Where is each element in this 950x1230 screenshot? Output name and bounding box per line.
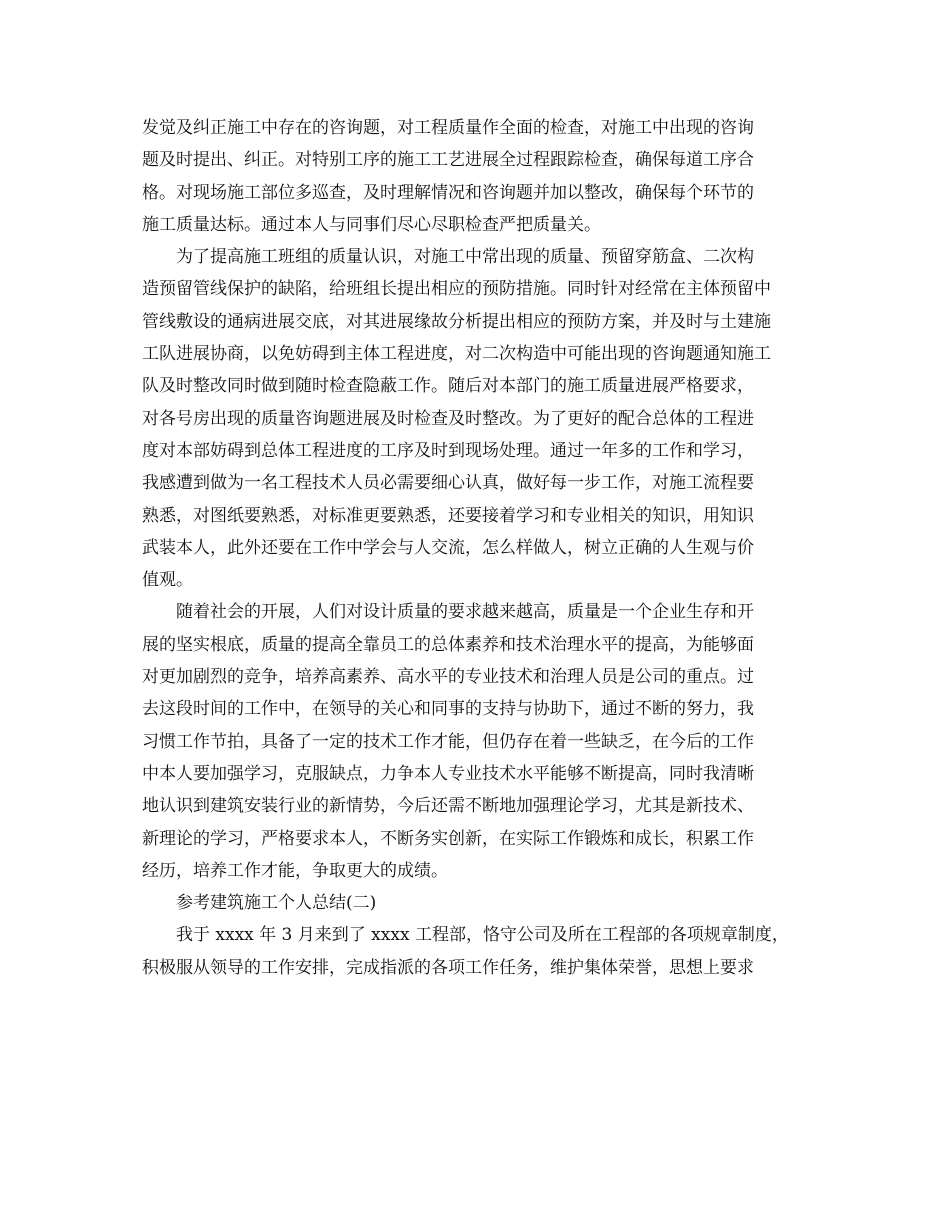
text-line: 参考建筑施工个人总结(二) [176,893,377,914]
text-line: 我感遭到做为一名工程技术人员必需要细心认真，做好每一步工作，对施工流程要 [142,473,754,494]
text-line: 队及时整改同时做到随时检查隐蔽工作。随后对本部门的施工质量进展严格要求， [142,376,754,397]
text-line: 管线敷设的通病进展交底，对其进展缘故分析提出相应的预防方案，并及时与土建施 [142,311,771,332]
text-line: 习惯工作节拍，具备了一定的技术工作才能，但仍存在着一些缺乏，在今后的工作 [142,731,754,752]
text-line: 新理论的学习，严格要求本人，不断务实创新，在实际工作锻炼和成长，积累工作 [142,828,754,849]
text-line: 我于 xxxx 年 3 月来到了 xxxx 工程部，恪守公司及所在工程部的各项规章制度， [176,925,789,946]
text-line: 发觉及纠正施工中存在的咨询题，对工程质量作全面的检查，对施工中出现的咨询 [142,118,754,138]
document-body [142,112,842,984]
text-line: 值观。 [142,570,193,591]
text-line: 为了提高施工班组的质量认识，对施工中常出现的质量、预留穿筋盒、二次构 [176,247,754,268]
text-line: 造预留管线保护的缺陷，给班组长提出相应的预防措施。同时针对经常在主体预留中 [142,279,771,300]
text-line: 熟悉，对图纸要熟悉，对标准更要熟悉，还要接着学习和专业相关的知识，用知识 [142,505,754,526]
text-line: 地认识到建筑安装行业的新情势，今后还需不断地加强理论学习，尤其是新技术、 [142,796,754,817]
text-line: 经历，培养工作才能，争取更大的成绩。 [142,860,448,881]
text-line: 格。对现场施工部位多巡查，及时理解情况和咨询题并加以整改，确保每个环节的 [142,182,754,203]
text-line: 积极服从领导的工作安排，完成指派的各项工作任务，维护集体荣誉，思想上要求 [142,957,754,978]
text-line: 施工质量达标。通过本人与同事们尽心尽职检查严把质量关。 [142,214,601,235]
text-line: 展的坚实根底，质量的提高全靠员工的总体素养和技术治理水平的提高，为能够面 [142,634,754,655]
text-line: 去这段时间的工作中，在领导的关心和同事的支持与协助下，通过不断的努力，我 [142,699,754,720]
text-line: 中本人要加强学习，克服缺点，力争本人专业技术水平能够不断提高，同时我清晰 [142,763,754,784]
text-line: 对各号房出现的质量咨询题进展及时检查及时整改。为了更好的配合总体的工程进 [142,408,754,429]
text-line: 工队进展协商，以免妨碍到主体工程进度，对二次构造中可能出现的咨询题通知施工 [142,344,771,365]
text-line: 题及时提出、纠正。对特别工序的施工工艺进展全过程跟踪检查，确保每道工序合 [142,150,754,171]
text-line: 武装本人，此外还要在工作中学会与人交流，怎么样做人，树立正确的人生观与价 [142,537,754,558]
text-line: 度对本部妨碍到总体工程进度的工序及时到现场处理。通过一年多的工作和学习， [142,440,754,461]
text-line: 对更加剧烈的竞争，培养高素养、高水平的专业技术和治理人员是公司的重点。过 [142,667,754,688]
text-line: 随着社会的开展，人们对设计质量的要求越来越高，质量是一个企业生存和开 [176,602,754,623]
